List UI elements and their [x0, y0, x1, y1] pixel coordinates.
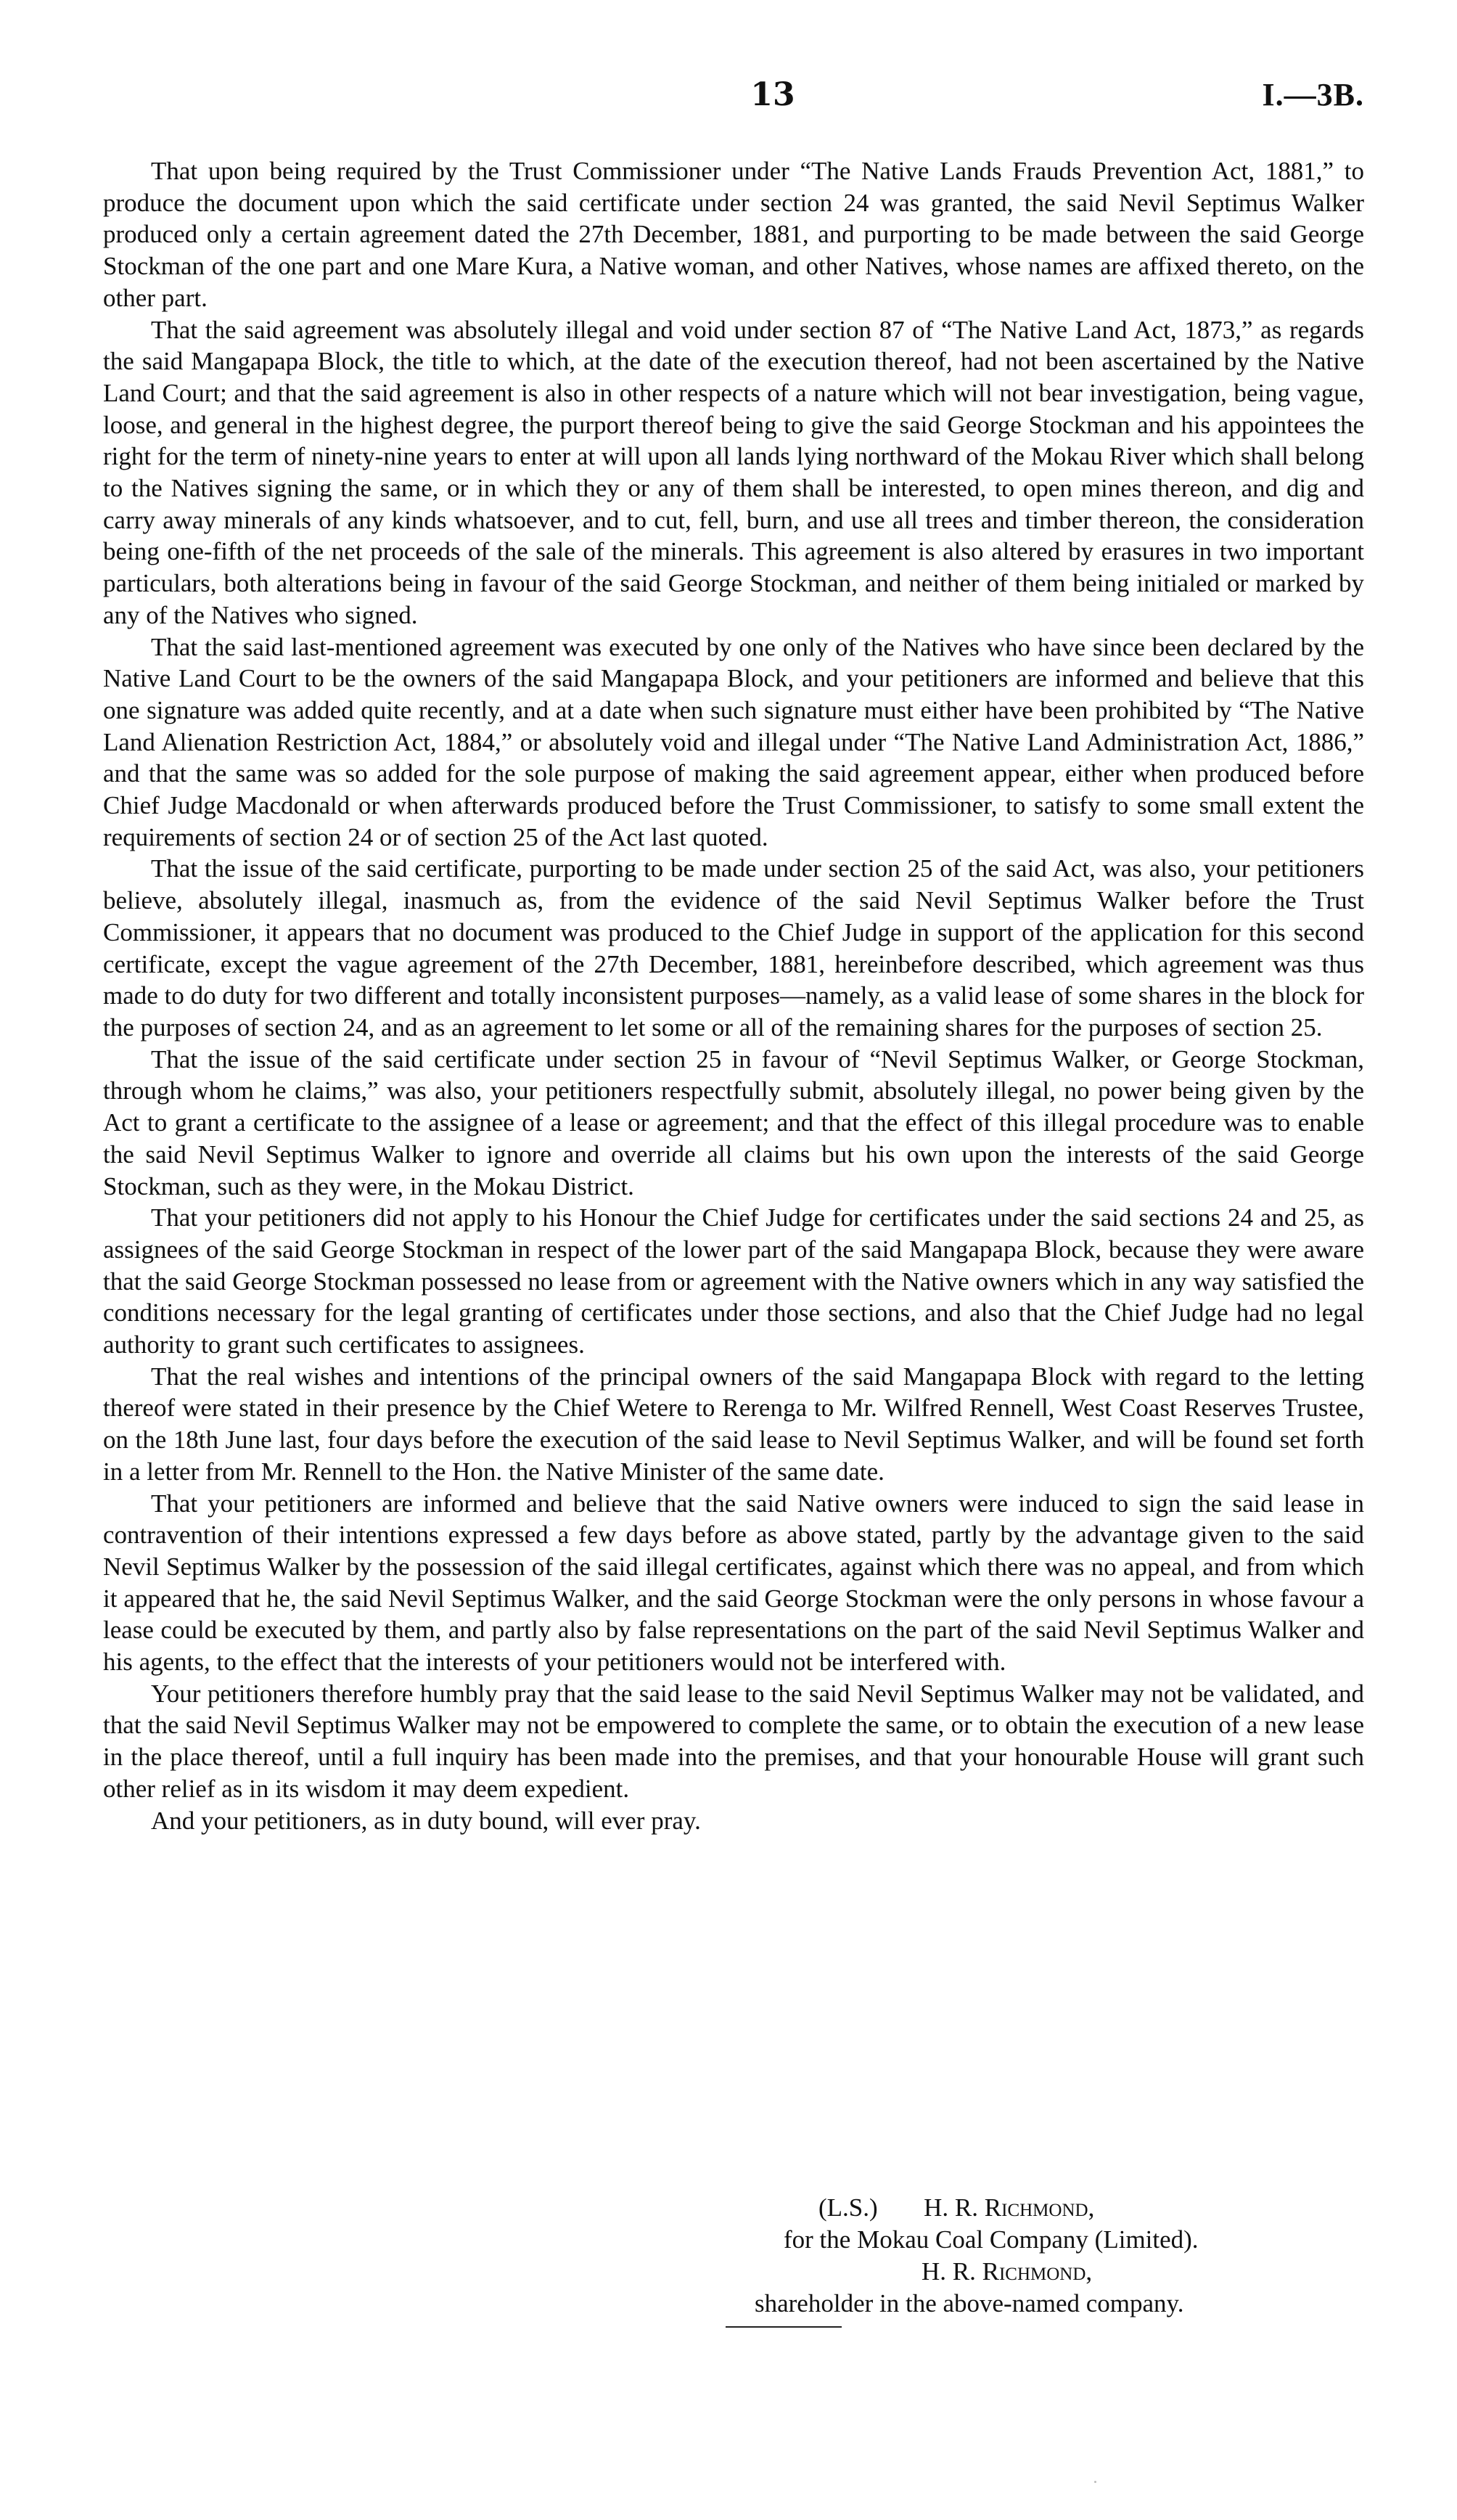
paragraph: Your petitioners therefore humbly pray that the said lease to the said Nevil Septimus Walker may not be validated, and that the said Nevil Septimus Walker may not be empowered to complete the same, or to obtain the execution of a new lease in the place thereof, until a full inquiry has been made into the premises, and that your honourable House will grant such other relief as in its wisdom it may deem expedient.	[103, 1679, 1364, 1803]
seal-mark: (L.S.)	[818, 2193, 878, 2222]
page-header	[145, 76, 1364, 127]
paragraph: That your petitioners did not apply to his Honour the Chief Judge for certificates under the said sections 24 and 25, as assignees of the said George Stockman in respect of the lower part of the said Mangapapa Block, because they were aware that the said George Stockman possessed no lease from or agreement with the Native owners which in any way satisfied the conditions necessary for the legal granting of certificates under those sections, and also that the Chief Judge had no legal authority to grant such certificates to assignees.	[103, 1203, 1364, 1359]
closing-paragraph: And your petitioners, as in duty bound, will ever pray.	[151, 1806, 701, 1835]
petition-body	[103, 155, 1364, 1836]
signatory-name: H. R. Richmond,	[922, 2257, 1093, 2286]
paragraph: That the real wishes and intentions of the principal owners of the said Mangapapa Block with regard to the letting thereof were stated in their presence by the Chief Wetere to Rerenga to Mr. Wilfred Rennell, West Coast Reserves Trustee, on the 18th June last, four days before the execution of the said lease to Nevil Septimus Walker, and will be found set forth in a letter from Mr. Rennell to the Hon. the Native Minister of the same date.	[103, 1362, 1364, 1486]
paragraph: That your petitioners are informed and believe that the said Native owners were induced to sign the said lease in contravention of their intentions expressed a few days before as above stated, partly by the advantage given to the said Nevil Septimus Walker by the possession of the said illegal certificates, against which there was no appeal, and from which it appeared that he, the said Nevil Septimus Walker, and the said George Stockman were the only persons in whose favour a lease could be executed by them, and partly also by false representations on the part of the said Nevil Septimus Walker and his agents, to the effect that the interests of your petitioners would not be interfered with.	[103, 1489, 1364, 1677]
signature-block	[755, 2192, 1335, 2320]
paragraph: That upon being required by the Trust Commissioner under “The Native Lands Frauds Prevention Act, 1881,” to produce the document upon which the said certificate under section 24 was granted, the said Nevil Septimus Walker produced only a certain agreement dated the 27th December, 1881, and purporting to be made between the said George Stockman of the one part and one Mare Kura, a Native woman, and other Natives, whose names are affixed thereto, on the other part.	[103, 157, 1364, 312]
signature-line-1	[755, 2192, 1335, 2224]
paragraph: That the said last-mentioned agreement was executed by one only of the Natives who have since been declared by the Native Land Court to be the owners of the said Mangapapa Block, and your petitioners are informed and believe that this one signature was added quite recently, and at a date when such signature must either have been prohibited by “The Native Land Alienation Restriction Act, 1884,” or absolutely void and illegal under “The Native Land Administration Act, 1886,” and that the same was so added for the sole purpose of making the said agreement appear, either when produced before Chief Judge Macdonald or when afterwards produced before the Trust Commissioner, to satisfy to some small extent the requirements of section 24 or of section 25 of the Act last quoted.	[103, 632, 1364, 851]
document-reference: I.—3B.	[1262, 77, 1364, 112]
closing-rule	[726, 2326, 842, 2328]
page-speck	[1094, 2481, 1096, 2483]
paragraph: That the said agreement was absolutely illegal and void under section 87 of “The Native Land Act, 1873,” as regards the said Mangapapa Block, the title to which, at the date of the execution thereof, had not been ascertained by the Native Land Court; and that the said agreement is also in other respects of a nature which will not bear investigation, being vague, loose, and general in the highest degree, the purport thereof being to give the said George Stockman and his appointees the right for the term of ninety-nine years to enter at will upon all lands lying northward of the Mokau River which shall belong to the Natives signing the same, or in which they or any of them shall be interested, to open mines thereon, and dig and carry away minerals of any kinds whatsoever, and to cut, fell, burn, and use all trees and timber thereon, the consideration being one-fifth of the net proceeds of the sale of the minerals. This agreement is also altered by erasures in two important particulars, both alterations being in favour of the said George Stockman, and neither of them being initialed or marked by any of the Natives who signed.	[103, 315, 1364, 629]
signatory-role: for the Mokau Coal Company (Limited).	[784, 2225, 1199, 2254]
signatory-name: H. R. Richmond,	[924, 2193, 1095, 2222]
page-number: 13	[750, 76, 795, 113]
paragraph: That the issue of the said certificate under section 25 in favour of “Nevil Septimus Walker, or George Stockman, through whom he claims,” was also, your petitioners respectfully submit, absolutely illegal, no power being given by the Act to grant a certificate to the assignee of a lease or agreement; and that the effect of this illegal procedure was to enable the said Nevil Septimus Walker to ignore and override all claims but his own upon the interests of the said George Stockman, such as they were, in the Mokau District.	[103, 1044, 1364, 1200]
paragraph: That the issue of the said certificate, purporting to be made under section 25 of the said Act, was also, your petitioners believe, absolutely illegal, inasmuch as, from the evidence of the said Nevil Septimus Walker before the Trust Commissioner, it appears that no document was produced to the Chief Judge in support of the application for this second certificate, except the vague agreement of the 27th December, 1881, hereinbefore described, which agreement was thus made to do duty for two different and totally inconsistent purposes—namely, as a valid lease of some shares in the block for the purposes of section 24, and as an agreement to let some or all of the remaining shares for the purposes of section 25.	[103, 854, 1364, 1042]
signatory-role: shareholder in the above-named company.	[755, 2289, 1184, 2318]
